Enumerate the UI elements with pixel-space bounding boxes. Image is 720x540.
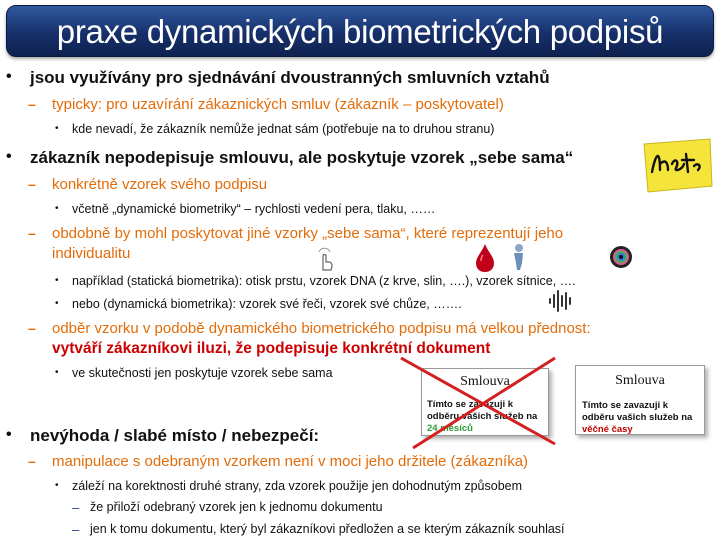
contract-line: Tímto se zavazuji k xyxy=(427,399,514,410)
bullet-level4: že přiloží odebraný vzorek jen k jednomu dokumentu xyxy=(90,500,383,514)
bullet-level3: ve skutečnosti jen poskytuje vzorek sebe sama xyxy=(72,366,333,380)
finger-touch-icon xyxy=(316,246,334,272)
bullet-level2: konkrétně vzorek svého podpisu xyxy=(52,176,268,193)
dash-marker: – xyxy=(28,96,36,112)
bullet-level2: typicky: pro uzavírání zákaznických smluv (zákazník – poskytovatel) xyxy=(52,96,504,113)
bullet-level2-continuation: individualitu xyxy=(52,245,131,262)
contract-text xyxy=(582,400,692,436)
highlight-statement: vytváří zákazníkovi iluzi, že podepisuje konkrétní dokument xyxy=(52,340,491,357)
bullet-marker: • xyxy=(55,480,59,491)
bullet-marker: • xyxy=(6,426,12,443)
bullet-level2: odběr vzorku v podobě dynamického biometrického podpisu má velkou přednost: xyxy=(52,320,591,337)
title-bar xyxy=(6,5,714,57)
bullet-level2: manipulace s odebraným vzorkem není v moci jeho držitele (zákazníka) xyxy=(52,453,529,470)
person-silhouette-icon xyxy=(508,243,528,271)
bullet-marker: • xyxy=(55,298,59,309)
contract-line: Tímto se zavazuji k xyxy=(582,400,669,411)
bullet-marker: • xyxy=(55,203,59,214)
voice-waveform-icon xyxy=(548,289,574,313)
slide-title: praxe dynamických biometrických podpisů xyxy=(56,13,664,50)
contract-term: věčné časy xyxy=(582,424,633,435)
contract-term: 24 měsíců xyxy=(427,423,473,434)
bullet-level2: obdobně by mohl poskytovat jiné vzorky „sebe sama“, které reprezentují jeho xyxy=(52,225,564,242)
bullet-level3: nebo (dynamická biometrika): vzorek své řeči, vzorek své chůze, ……. xyxy=(72,297,462,311)
bullet-level1: zákazník nepodepisuje smlouvu, ale poskytuje vzorek „sebe sama“ xyxy=(30,148,574,167)
bullet-level3: včetně „dynamické biometriky“ – rychlosti vedení pera, tlaku, …… xyxy=(72,202,436,216)
retina-eye-icon xyxy=(609,245,633,269)
contract-box-right xyxy=(575,365,705,435)
dash-marker: – xyxy=(28,225,36,241)
bullet-marker: • xyxy=(6,148,12,165)
bullet-level3: kde nevadí, že zákazník nemůže jednat sám (potřebuje na to druhou stranu) xyxy=(72,122,495,136)
bullet-marker: • xyxy=(55,275,59,286)
bullet-level1: nevýhoda / slabé místo / nebezpečí: xyxy=(30,426,320,445)
bullet-marker: • xyxy=(55,367,59,378)
bullet-level3: například (statická biometrika): otisk prstu, vzorek DNA (z krve, slin, ….), vzorek sítnice, …. xyxy=(72,274,576,288)
contract-line: odběru vašich služeb na xyxy=(582,412,693,423)
contract-heading: Smlouva xyxy=(460,374,510,389)
dash-marker: – xyxy=(28,320,36,336)
bullet-marker: • xyxy=(55,123,59,134)
dash-marker: – xyxy=(72,522,80,537)
dash-marker: – xyxy=(28,176,36,192)
dash-marker: – xyxy=(72,500,80,515)
contract-line: odběru vašich služeb na xyxy=(427,411,538,422)
bullet-level3: záleží na korektnosti druhé strany, zda vzorek použije jen dohodnutým způsobem xyxy=(72,479,523,493)
dash-marker: – xyxy=(28,453,36,469)
bullet-marker: • xyxy=(6,68,12,85)
contract-heading: Smlouva xyxy=(615,373,665,388)
bullet-level4: jen k tomu dokumentu, který byl zákazníkovi předložen a se kterým zákazník souhlasí xyxy=(90,522,565,536)
cross-out-mark xyxy=(395,352,567,454)
bullet-level1: jsou využívány pro sjednávání dvoustranných smluvních vztahů xyxy=(30,68,550,87)
signature-note-icon xyxy=(638,136,716,196)
blood-drop-icon xyxy=(474,243,496,273)
